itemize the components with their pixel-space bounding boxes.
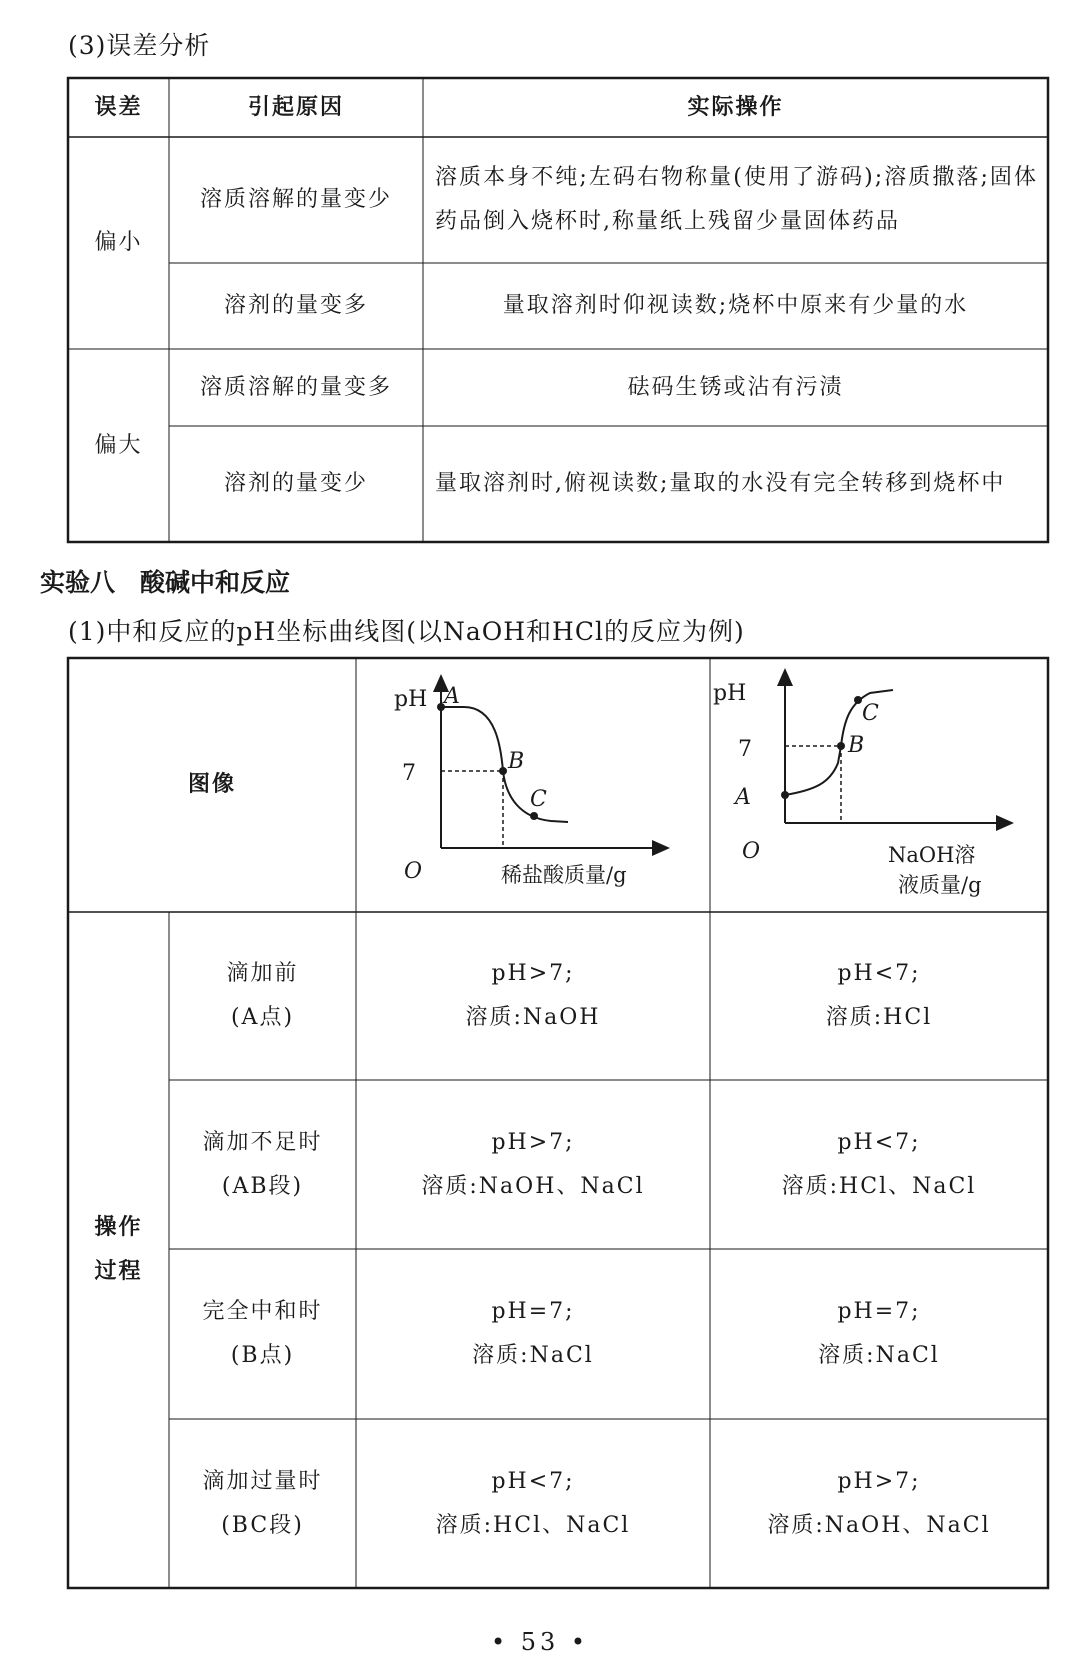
stage-cell — [169, 1080, 356, 1249]
solute: 溶质:NaOH、NaCl — [421, 1173, 645, 1199]
stage-cell — [169, 1419, 356, 1588]
label-7: 7 — [402, 761, 416, 786]
solute: 溶质:NaOH — [465, 1005, 601, 1030]
y-label: pH — [394, 687, 428, 712]
page-number: • 53 • — [490, 1628, 590, 1656]
point-c — [854, 696, 862, 704]
ph-value: pH<7; — [837, 1129, 921, 1155]
right-result-cell — [710, 1249, 1048, 1419]
error-large: 偏大 — [94, 432, 143, 458]
stage-name: 滴加过量时 — [202, 1468, 323, 1494]
ph-value: pH=7; — [837, 1299, 921, 1324]
graph-base-into-acid — [710, 658, 1048, 912]
stage-name: 完全中和时 — [202, 1299, 323, 1324]
action-cell: 量取溶剂时仰视读数;烧杯中原来有少量的水 — [502, 293, 969, 318]
solute: 溶质:NaCl — [818, 1343, 940, 1368]
right-result-cell — [710, 1419, 1048, 1588]
solute: 溶质:HCl — [825, 1005, 933, 1030]
experiment-title: 实验八 酸碱中和反应 — [40, 568, 291, 597]
y-label: pH — [713, 681, 747, 706]
left-result-cell — [356, 1249, 710, 1419]
x-label-line1: NaOH溶 — [888, 843, 976, 867]
ph-value: pH>7; — [491, 961, 575, 986]
experiment-subtitle: (1)中和反应的pH坐标曲线图(以NaOH和HCl的反应为例) — [68, 617, 745, 646]
right-result-cell — [710, 1080, 1048, 1249]
reason-cell: 溶剂的量变少 — [223, 471, 368, 496]
solute: 溶质:HCl、NaCl — [781, 1173, 977, 1199]
point-c — [530, 812, 538, 820]
reason-cell: 溶质溶解的量变多 — [199, 374, 392, 400]
stage-cell — [169, 912, 356, 1080]
stage-name: 滴加前 — [226, 961, 299, 986]
reason-cell: 溶剂的量变多 — [223, 293, 368, 318]
label-a: A — [444, 684, 460, 709]
label-a: A — [735, 785, 751, 810]
stage-note: (A点) — [230, 1005, 295, 1030]
action-cell: 溶质本身不纯;左码右物称量(使用了游码);溶质撒落;固体药品倒入烧杯时,称量纸上残留少量固体药品 — [435, 165, 1038, 234]
header-error: 误差 — [94, 94, 143, 120]
left-result-cell — [356, 912, 710, 1080]
point-a — [781, 791, 789, 799]
ph-value: pH>7; — [491, 1129, 575, 1155]
ph-value: pH=7; — [491, 1299, 575, 1324]
left-result-cell — [356, 1419, 710, 1588]
solute: 溶质:NaOH、NaCl — [767, 1512, 991, 1538]
header-action: 实际操作 — [687, 94, 784, 120]
stage-note: (BC段) — [221, 1512, 304, 1538]
x-label: 稀盐酸质量/g — [501, 863, 627, 887]
reason-cell: 溶质溶解的量变少 — [199, 187, 392, 212]
header-reason: 引起原因 — [247, 94, 344, 120]
ph-value: pH>7; — [837, 1468, 921, 1494]
section-title: (3)误差分析 — [68, 31, 211, 60]
stage-note: (B点) — [230, 1343, 295, 1368]
error-small: 偏小 — [94, 230, 143, 255]
graph-acid-into-base — [356, 658, 710, 912]
process-label-line1: 操作 — [94, 1215, 143, 1240]
stage-note: (AB段) — [221, 1173, 304, 1199]
label-b: B — [848, 733, 865, 758]
ph-value: pH<7; — [837, 961, 921, 986]
label-c: C — [530, 787, 547, 812]
process-label-line2: 过程 — [94, 1259, 143, 1284]
solute: 溶质:HCl、NaCl — [435, 1512, 631, 1538]
label-c: C — [862, 701, 879, 726]
solute: 溶质:NaCl — [472, 1343, 594, 1368]
process-label — [68, 912, 169, 1588]
origin: O — [404, 859, 423, 884]
stage-cell — [169, 1249, 356, 1419]
ph-value: pH<7; — [491, 1468, 575, 1494]
stage-name: 滴加不足时 — [202, 1129, 323, 1155]
origin: O — [742, 839, 761, 864]
right-result-cell — [710, 912, 1048, 1080]
ph-curve — [441, 707, 568, 822]
label-b: B — [508, 749, 525, 774]
left-result-cell — [356, 1080, 710, 1249]
label-7: 7 — [738, 737, 752, 762]
x-label-line2: 液质量/g — [898, 873, 982, 897]
action-cell: 量取溶剂时,俯视读数;量取的水没有完全转移到烧杯中 — [435, 471, 1006, 496]
image-label: 图像 — [187, 772, 236, 797]
point-b — [837, 742, 845, 750]
point-b — [499, 767, 507, 775]
action-cell: 砝码生锈或沾有污渍 — [627, 374, 844, 400]
